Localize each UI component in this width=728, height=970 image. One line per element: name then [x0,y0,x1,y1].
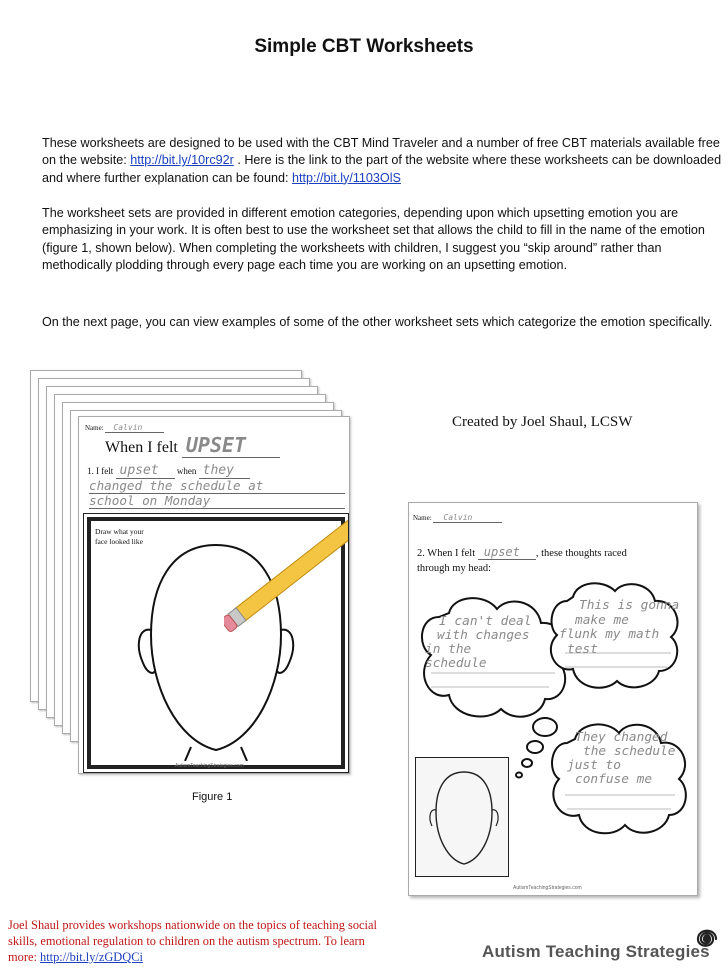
figure-2 [408,502,698,896]
face-outline-icon [416,758,508,876]
face-thumbnail [415,757,509,877]
when-value: they [199,463,250,479]
thought-line: test [567,641,598,657]
emotion-categories-paragraph: The worksheet sets are provided in different emotion categories, depending upon which upsetting emotion you are emphasizing in your work. It is often best to use the worksheet set that allows the child to fill in the name of the emotion (figure 1, shown below). When completing the worksheets with children, I suggest you “skip around” rather than methodically plodding through every page each time you are working on an upsetting emotion. [42,206,705,273]
pencil-icon [224,500,348,668]
thought-line: with changes [437,628,530,643]
name-value: Calvin [433,513,502,523]
page-title: Simple CBT Worksheets [254,36,474,57]
figure-1 [28,368,358,778]
thought-line: They changed [575,730,668,745]
thought-line: just to [567,758,621,773]
emotion-value: UPSET [182,433,280,458]
thought-line: This is gonna [579,598,680,613]
mind-traveler-link[interactable]: http://bit.ly/10rc92r [130,153,234,168]
thought-line: confuse me [575,772,653,787]
thought-bubble-2 [559,599,699,657]
thought-line: make me [575,612,629,628]
name-value: Calvin [105,423,164,433]
prompt-text-a: 2. When I felt [417,548,476,559]
worksheet-site: AutismTeachingStrategies.com [175,763,244,769]
spiral-logo-icon [690,922,722,956]
situation-line-2: school on Monday [89,493,345,509]
worksheet-site: AutismTeachingStrategies.com [513,885,582,891]
name-label: Name: [413,514,432,522]
thought-line: flunk my math [559,627,660,642]
thought-line: the schedule [583,744,676,759]
worksheets-download-link[interactable]: http://bit.ly/1103OlS [291,170,401,185]
when-label: when [176,466,197,476]
felt-value: upset [116,463,175,479]
name-label: Name: [85,424,104,432]
thought-line: schedule [425,656,487,671]
prompt-text-b: , these thoughts raced [535,548,627,559]
emotion-value: upset [478,545,536,560]
felt-label: 1. I felt [87,466,114,476]
prompt-text-c: through my head: [417,563,492,574]
learn-more-link[interactable]: http://bit.ly/zGDQCi [40,950,143,964]
workshop-text: Joel Shaul provides workshops nationwide on the topics of teaching social skills, emotional regulation to children on the autism spectrum. To learn more: [8,918,377,964]
face-box-label: Draw what your face looked like [95,527,144,546]
thought-line: in the [425,642,472,657]
next-page-paragraph: On the next page, you can view examples of some of the other worksheet sets which categorize the emotion specifically. [42,315,713,329]
intro-paragraph [42,135,722,187]
thought-bubble-3 [567,731,697,787]
created-by: Created by Joel Shaul, LCSW [452,414,633,430]
worksheet-heading: When I felt [105,439,178,456]
thought-bubble-1 [425,615,555,671]
intro-text-a: These worksheets are designed to be used with the CBT Mind Traveler and a number of free CBT materials available free on the website: [42,136,720,168]
intro-text-b: . Here is the link to the part of the website where these worksheets can be downloaded and where further explanation can be found: [42,153,722,185]
logo-text: Autism Teaching Strategies [482,942,710,961]
thought-line: I can't deal [439,614,532,629]
workshop-note [8,917,388,965]
figure-1-caption: Figure 1 [192,791,233,803]
situation-line-1: changed the schedule at [89,478,345,494]
